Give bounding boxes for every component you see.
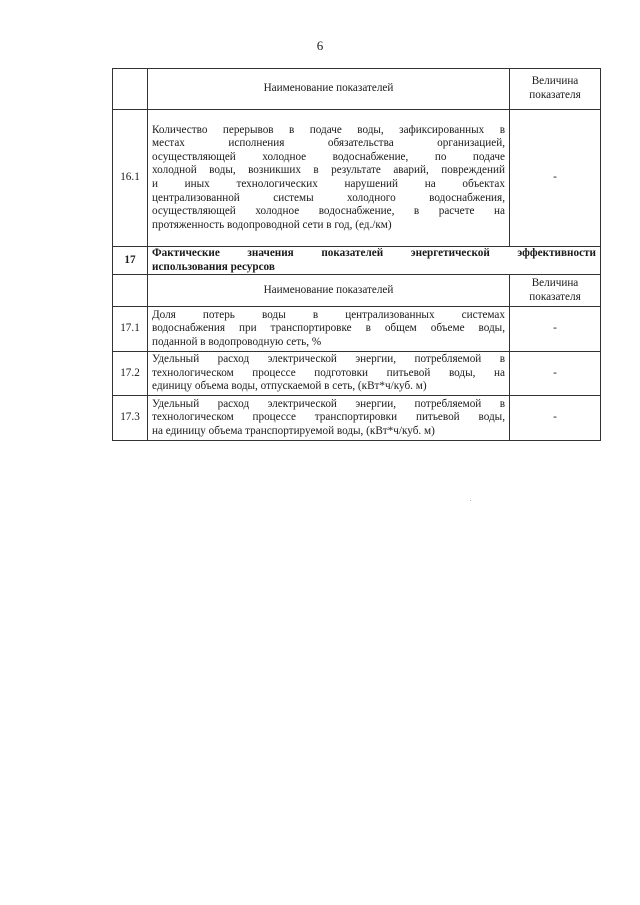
text-line: Количество перерывов в подаче воды, зафиксированных в [152, 123, 505, 136]
header-value-cell: Величина показателя [510, 275, 601, 307]
indicators-table [112, 68, 601, 441]
indicator-description [148, 110, 510, 247]
text-line: Доля потерь воды в централизованных системах [152, 308, 505, 321]
text-line: протяженность водопроводной сети в год, (ед./км) [152, 218, 392, 231]
indicator-description [148, 307, 510, 352]
text-line: водоснабжения при транспортировке в общем объеме воды, [152, 322, 505, 335]
table-row-17-2 [113, 352, 601, 396]
table-row-17-3 [113, 396, 601, 441]
section-title-line: использования ресурсов [152, 260, 275, 273]
text-line: централизованной системы холодного водоснабжения, [152, 191, 505, 204]
header-num-cell [113, 69, 148, 110]
header-name-cell: Наименование показателей [148, 275, 510, 307]
section-title [148, 247, 601, 275]
text-line: осуществляющей холодное водоснабжение, в расчете на [152, 205, 505, 218]
scan-speck [470, 500, 471, 501]
section-number: 17 [113, 247, 148, 275]
table-row-17-1 [113, 307, 601, 352]
row-number: 16.1 [113, 110, 148, 247]
section-row-17 [113, 247, 601, 275]
text-line: технологическом процессе подготовки питьевой воды, на [152, 366, 505, 379]
indicator-value: - [510, 396, 601, 441]
row-number: 17.3 [113, 396, 148, 441]
indicator-value: - [510, 110, 601, 247]
header-value-cell: Величина показателя [510, 69, 601, 110]
text-line: единицу объема воды, отпускаемой в сеть, (кВт*ч/куб. м) [152, 380, 427, 393]
table-header-row [113, 69, 601, 110]
header-num-cell [113, 275, 148, 307]
table-subheader-row [113, 275, 601, 307]
table-row-16-1 [113, 110, 601, 247]
text-line: на единицу объема транспортируемой воды, (кВт*ч/куб. м) [152, 424, 435, 437]
text-line: осуществляющей холодное водоснабжение, по подаче [152, 150, 505, 163]
indicator-value: - [510, 352, 601, 396]
header-name-cell: Наименование показателей [148, 69, 510, 110]
text-line: поданной в водопроводную сеть, % [152, 335, 322, 348]
text-line: Удельный расход электрической энергии, потребляемой в [152, 353, 505, 366]
text-line: технологическом процессе транспортировки питьевой воды, [152, 411, 505, 424]
text-line: холодной воды, возникших в результате аварий, повреждений [152, 164, 505, 177]
row-number: 17.2 [113, 352, 148, 396]
indicator-value: - [510, 307, 601, 352]
indicator-description [148, 396, 510, 441]
section-title-line: Фактические значения показателей энергетической эффективности [152, 247, 596, 259]
indicator-description [148, 352, 510, 396]
text-line: местах исполнения обязательства организацией, [152, 137, 505, 150]
text-line: и иных технологических нарушений на объектах [152, 178, 505, 190]
page-number: 6 [316, 38, 324, 53]
row-number: 17.1 [113, 307, 148, 352]
text-line: Удельный расход электрической энергии, потребляемой в [152, 397, 505, 410]
